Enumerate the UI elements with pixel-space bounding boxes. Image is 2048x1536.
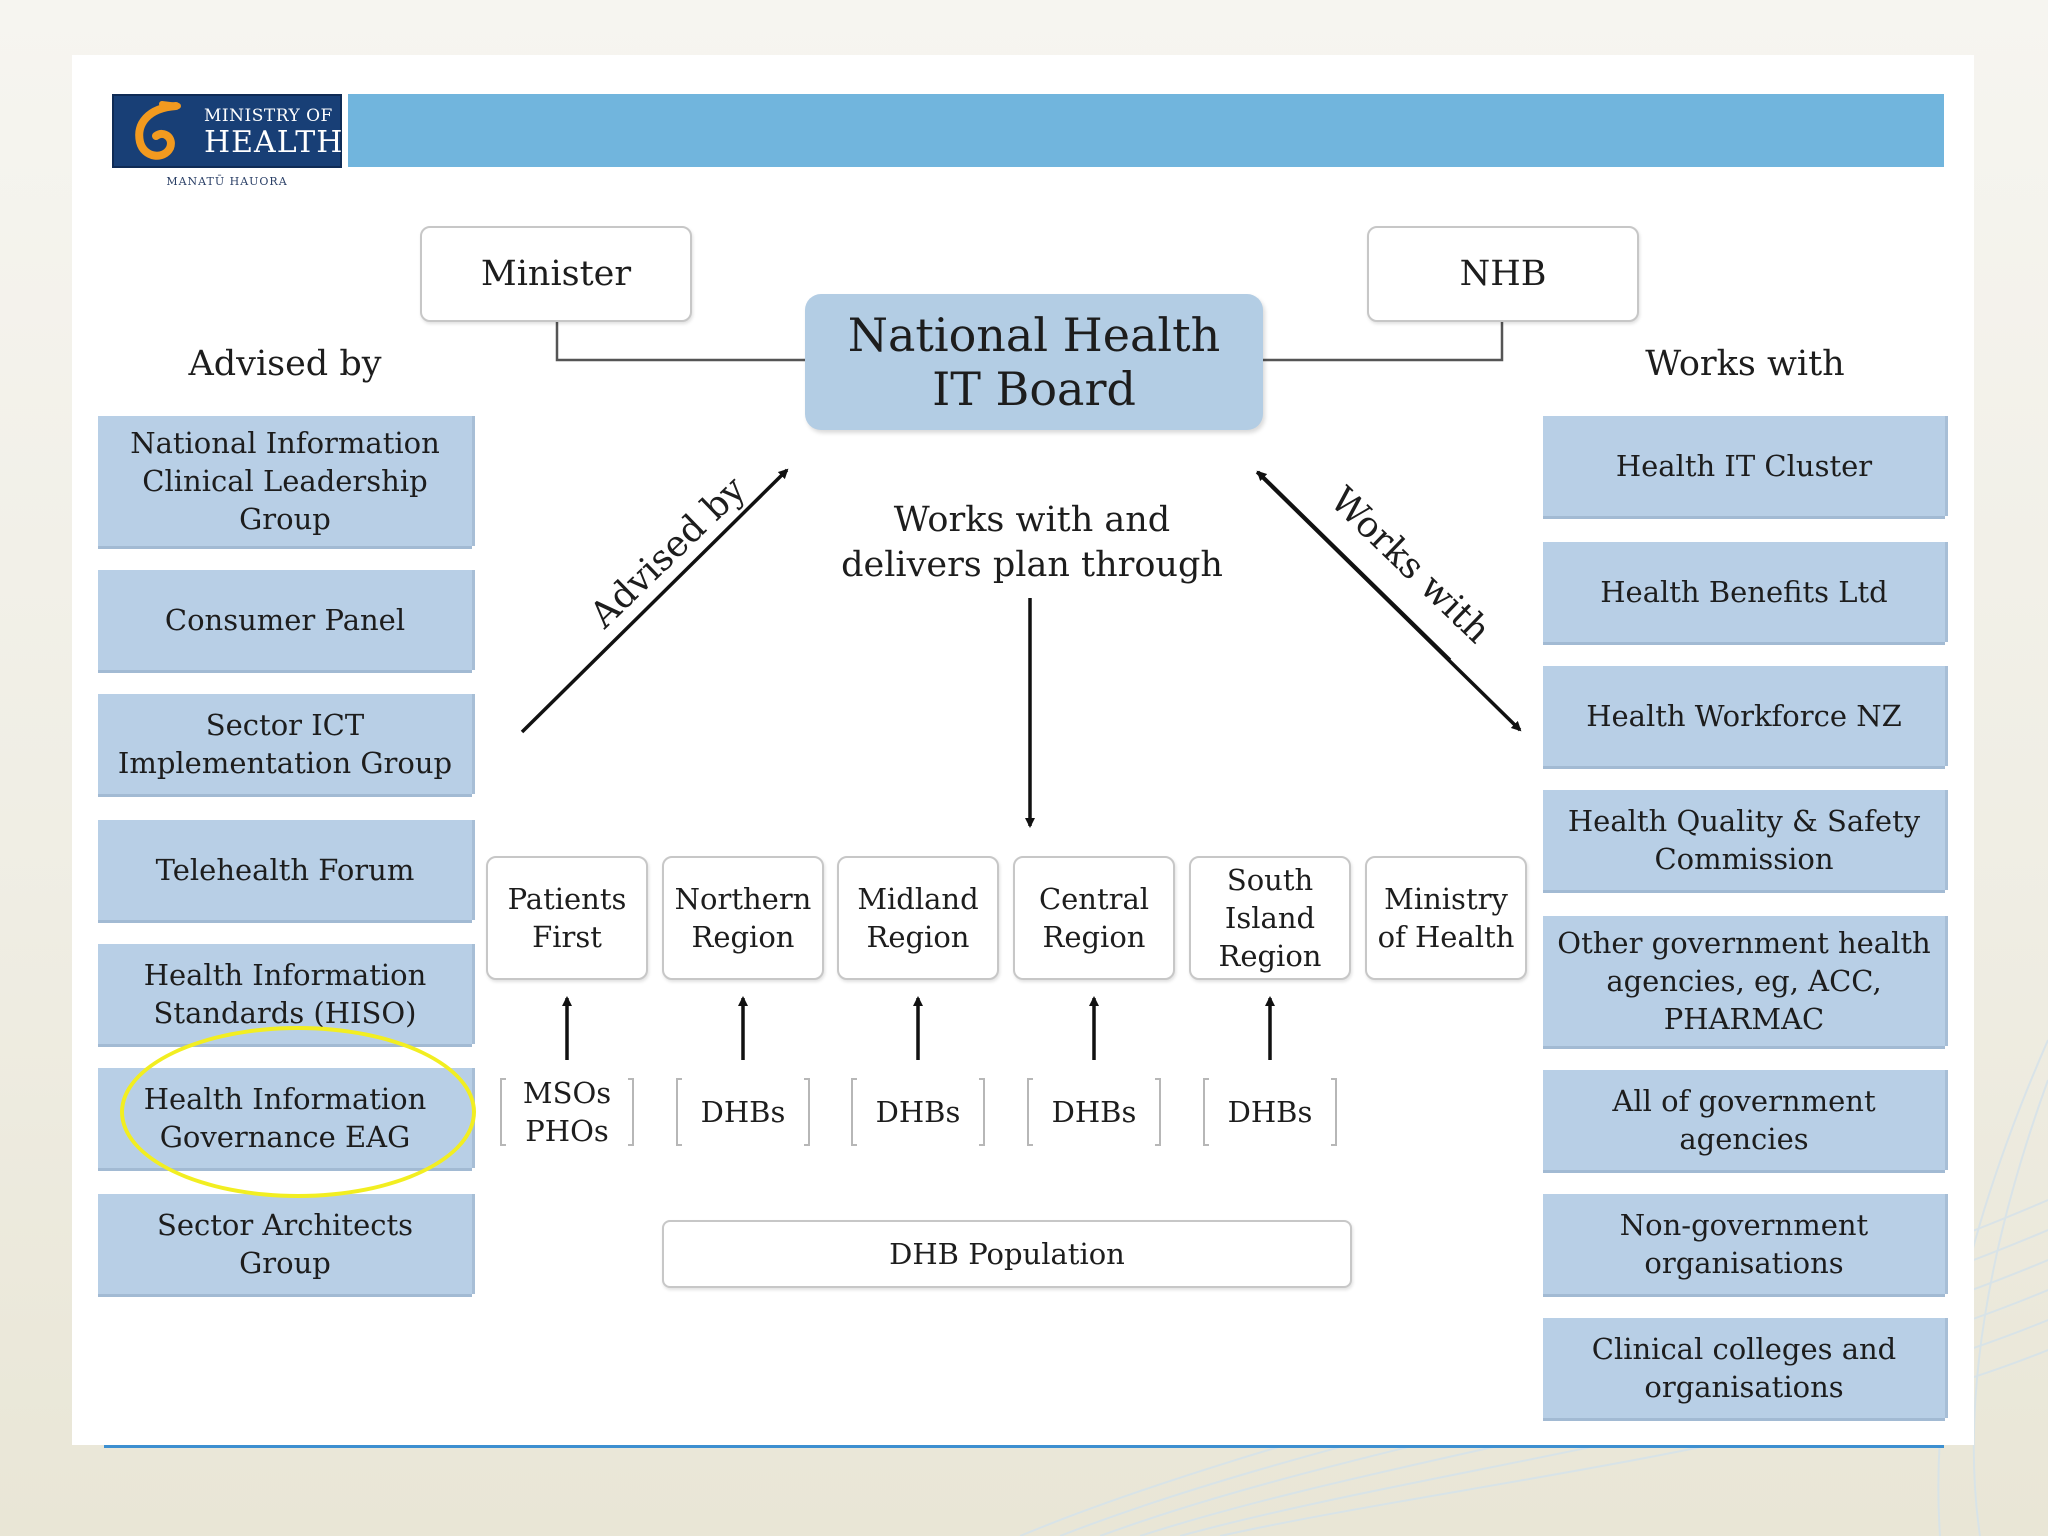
partner-4: Health Quality & Safety Commission (1543, 790, 1945, 890)
advised-by-arrow (522, 470, 787, 732)
advisory-group-4: Telehealth Forum (98, 820, 472, 920)
input-dhbs-northern: DHBs (676, 1080, 810, 1144)
region-central: Central Region (1013, 856, 1175, 980)
region-midland: Midland Region (837, 856, 999, 980)
logo-line-1: MINISTRY OF (204, 106, 333, 126)
advised-by-arrow-label: Advised by (582, 468, 754, 637)
nhb-connector (1262, 322, 1502, 360)
advised-by-heading: Advised by (188, 344, 382, 384)
advisory-group-7: Sector Architects Group (98, 1194, 472, 1294)
region-south-island: South Island Region (1189, 856, 1351, 980)
logo-line-2: HEALTH (204, 125, 344, 160)
works-with-heading: Works with (1645, 344, 1845, 384)
partner-6: All of government agencies (1543, 1070, 1945, 1170)
minister-box: Minister (420, 226, 692, 322)
partner-3: Health Workforce NZ (1543, 666, 1945, 766)
advisory-group-5: Health Information Standards (HISO) (98, 944, 472, 1044)
region-ministry-of-health: Ministry of Health (1365, 856, 1527, 980)
partner-8: Clinical colleges and organisations (1543, 1318, 1945, 1418)
partner-7: Non-government organisations (1543, 1194, 1945, 1294)
advisory-group-6: Health Information Governance EAG (98, 1068, 472, 1168)
region-northern: Northern Region (662, 856, 824, 980)
partner-1: Health IT Cluster (1543, 416, 1945, 516)
works-with-arrow-label: Works with (1321, 479, 1499, 652)
dhb-population-box: DHB Population (662, 1220, 1352, 1288)
logo-subtitle: MANATŪ HAUORA (166, 175, 288, 188)
partner-2: Health Benefits Ltd (1543, 542, 1945, 642)
delivers-label: Works with and delivers plan through (841, 500, 1223, 585)
highlight-ellipse (120, 1026, 476, 1198)
national-health-it-board: National Health IT Board (805, 294, 1263, 430)
minister-connector (557, 322, 805, 360)
advisory-group-1: National Information Clinical Leadership Group (98, 416, 472, 546)
input-dhbs-central: DHBs (1027, 1080, 1161, 1144)
input-dhbs-midland: DHBs (851, 1080, 985, 1144)
input-dhbs-south-island: DHBs (1203, 1080, 1337, 1144)
advisory-group-2: Consumer Panel (98, 570, 472, 670)
nhb-box: NHB (1367, 226, 1639, 322)
advisory-group-3: Sector ICT Implementation Group (98, 694, 472, 794)
bottom-rule (104, 1445, 1944, 1448)
input-msos-phos: MSOs PHOs (500, 1080, 634, 1144)
partner-5: Other government health agencies, eg, ACC, PHARMAC (1543, 916, 1945, 1046)
region-patients-first: Patients First (486, 856, 648, 980)
